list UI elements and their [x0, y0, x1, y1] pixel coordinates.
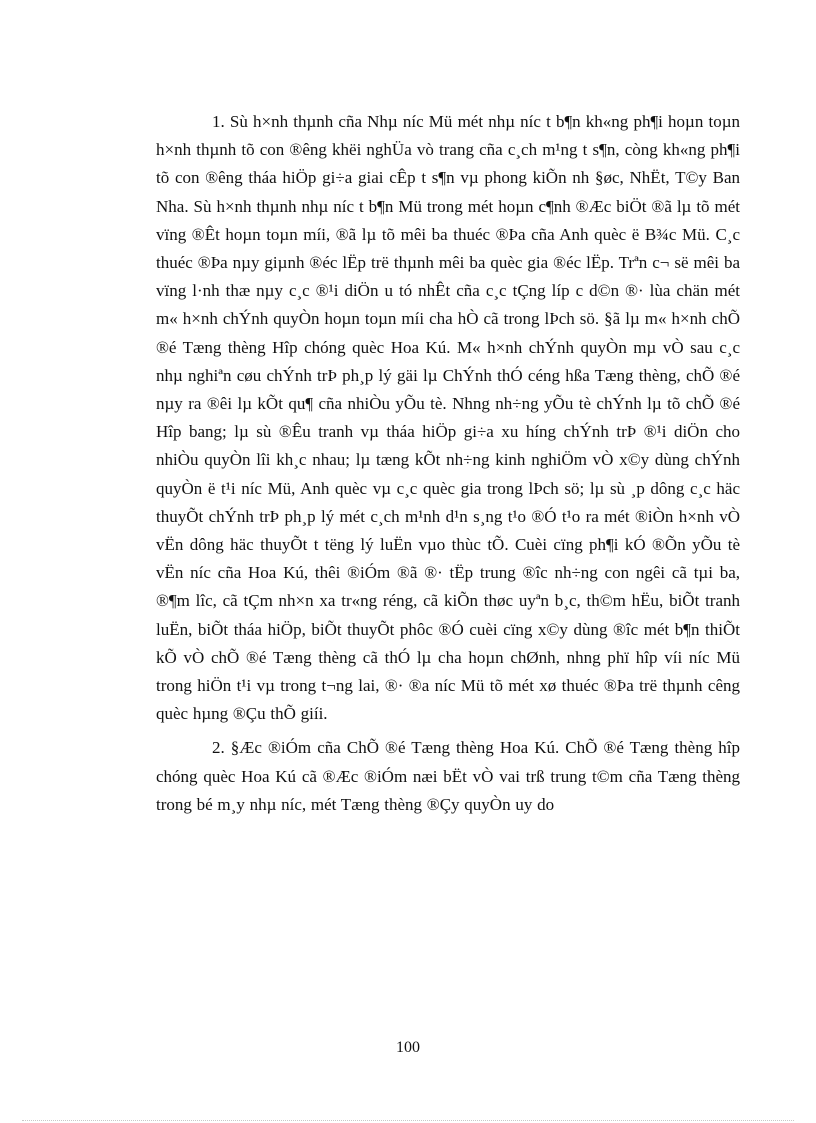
- paragraph-2: 2. §Æc ®iÓm cña ChÕ ®é Tæng thèng Hoa Kú. ChÕ ®é Tæng thèng hîp chóng quèc Hoa Kú cã ®Æc ®iÓm næi bËt vÒ vai trß trung t©m cña Tæng thèng trong bé m¸y nhµ níc, mét Tæng thèng ®Çy quyÒn uy do: [156, 738, 740, 814]
- page-number: 100: [396, 1039, 420, 1056]
- body-text: [156, 108, 740, 825]
- page-bottom-divider: [22, 1120, 794, 1121]
- paragraph-1: 1. Sù h×nh thµnh cña Nhµ níc Mü mét nhµ níc t b¶n kh«ng ph¶i hoµn toµn h×nh thµnh tõ con ®êng khëi nghÜa vò trang cña c¸ch m¹ng t s¶n, còng kh«ng ph¶i tõ con ®êng tháa hiÖp gi÷a giai cÊp t s¶n vµ phong kiÕn nh §øc, NhËt, T©y Ban Nha. Sù h×nh thµnh nhµ níc t b¶n Mü trong mét hoµn c¶nh ®Æc biÖt ®ã lµ tõ mét vïng ®Êt hoµn toµn míi, ®ã lµ tõ mêi ba thuéc ®Þa cña Anh quèc ë B¾c Mü. C¸c thuéc ®Þa nµy giµnh ®éc lËp trë thµnh mêi ba quèc gia ®éc lËp. Trªn c¬ së mêi ba vïng l·nh thæ nµy c¸c ®¹i diÖn u tó nhÊt cña c¸c tÇng líp c d©n ®· lùa chän mét m« h×nh chÝnh quyÒn hoµn toµn míi cha hÒ cã trong lÞch sö. §ã lµ m« h×nh chÕ ®é Tæng thèng Hîp chóng quèc Hoa Kú. M« h×nh chÝnh quyÒn mµ vÒ sau c¸c nhµ nghiªn cøu chÝnh trÞ ph¸p lý gäi lµ ChÝnh thÓ céng hßa Tæng thèng, chÕ ®é nµy ra ®êi lµ kÕt qu¶ cña nhiÒu yÕu tè. Nhng nh÷ng yÕu tè chÝnh lµ tõ chÕ ®é Hîp bang; lµ sù ®Êu tranh vµ tháa hiÖp gi÷a xu híng chÝnh trÞ ®¹i diÖn cho nhiÒu quyÒn lîi kh¸c nhau; lµ tæng kÕt nh÷ng kinh nghiÖm vÒ x©y dùng chÝnh quyÒn ë t¹i níc Mü, Anh quèc vµ c¸c quèc gia trong lÞch sö; lµ sù ¸p dông c¸c häc thuyÕt chÝnh trÞ ph¸p lý mét c¸ch m¹nh d¹n s¸ng t¹o ®Ó t¹o ra mét ®iÒn h×nh vÒ vËn dông häc thuyÕt t tëng lý luËn vµo thùc tÕ. Cuèi cïng ph¶i kÓ ®Õn yÕu tè vËn níc cña Hoa Kú, thêi ®iÓm ®ã ®· tËp trung ®îc nh÷ng con ngêi cã tµi ba, ®¶m lîc, cã tÇm nh×n xa tr«ng réng, cã kiÕn thøc uyªn b¸c, th©m hËu, biÕt tranh luËn, biÕt tháa hiÖp, biÕt thuyÕt phôc ®Ó cuèi cïng x©y dùng ®îc mét b¶n thiÕt kÕ vÒ chÕ ®é Tæng thèng cã thÓ lµ cha hoµn chØnh, nhng phï hîp víi níc Mü trong hiÖn t¹i vµ trong t¬ng lai, ®· ®a níc Mü tõ mét xø thuéc ®Þa trë thµnh cêng quèc hµng ®Çu thÕ giíi.: [156, 112, 740, 724]
